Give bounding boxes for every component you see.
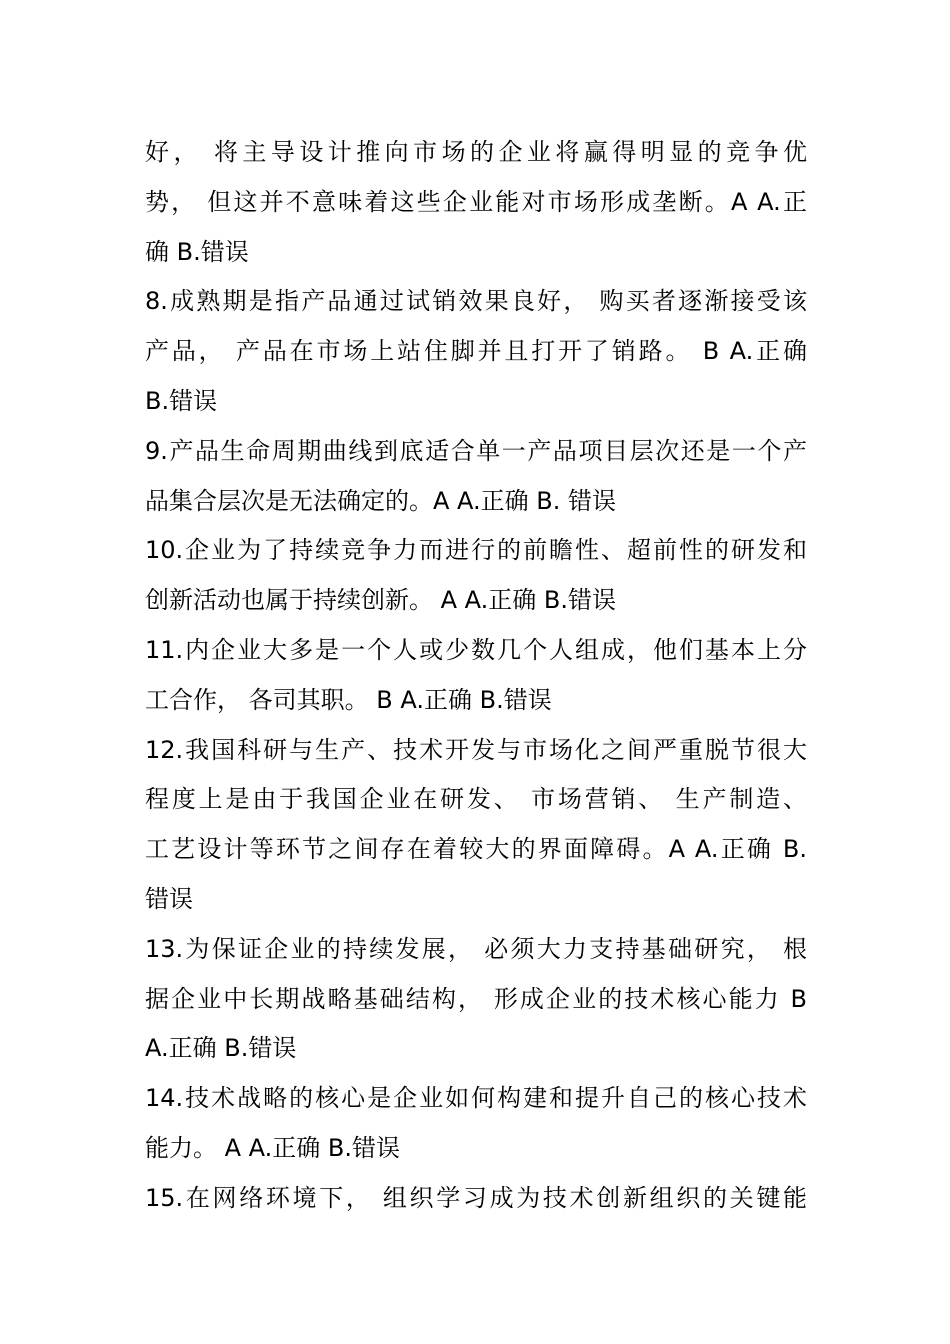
text-line: 好， 将主导设计推向市场的企业将赢得明显的竞争优: [145, 138, 807, 166]
text-line: 程度上是由于我国企业在研发、 市场营销、 生产制造、: [145, 785, 807, 814]
text-line: 确 B.错误: [145, 237, 249, 266]
text-line: 12.我国科研与生产、技术开发与市场化之间严重脱节很大: [145, 735, 807, 764]
text-line: 产品， 产品在市场上站住脚并且打开了销路。 B A.正确: [145, 337, 807, 366]
text-line: 13.为保证企业的持续发展， 必须大力支持基础研究， 根: [145, 934, 807, 963]
text-line: 8.成熟期是指产品通过试销效果良好， 购买者逐渐接受该: [145, 287, 807, 316]
text-line: 创新活动也属于持续创新。 A A.正确 B.错误: [145, 586, 617, 615]
text-line: 能力。 A A.正确 B.错误: [145, 1133, 401, 1162]
text-line: 14.技术战略的核心是企业如何构建和提升自己的核心技术: [145, 1084, 807, 1113]
text-line: 工合作， 各司其职。 B A.正确 B.错误: [145, 685, 552, 714]
text-line: 错误: [145, 884, 193, 913]
text-line: B.错误: [145, 386, 218, 415]
text-line: A.正确 B.错误: [145, 1034, 297, 1063]
text-line: 势， 但这并不意味着这些企业能对市场形成垄断。A A.正: [145, 187, 807, 216]
text-line: 11.内企业大多是一个人或少数几个人组成，他们基本上分: [145, 635, 807, 664]
text-line: 9.产品生命周期曲线到底适合单一产品项目层次还是一个产: [145, 436, 807, 465]
text-line: 工艺设计等环节之间存在着较大的界面障碍。A A.正确 B.: [145, 835, 807, 864]
text-line: 10.企业为了持续竞争力而进行的前瞻性、超前性的研发和: [145, 536, 807, 565]
document-body: [145, 128, 807, 1224]
text-line: 品集合层次是无法确定的。A A.正确 B. 错误: [145, 486, 617, 515]
text-line: 15.在网络环境下， 组织学习成为技术创新组织的关键能: [145, 1183, 807, 1212]
text-line: 据企业中长期战略基础结构， 形成企业的技术核心能力 B: [145, 984, 807, 1013]
